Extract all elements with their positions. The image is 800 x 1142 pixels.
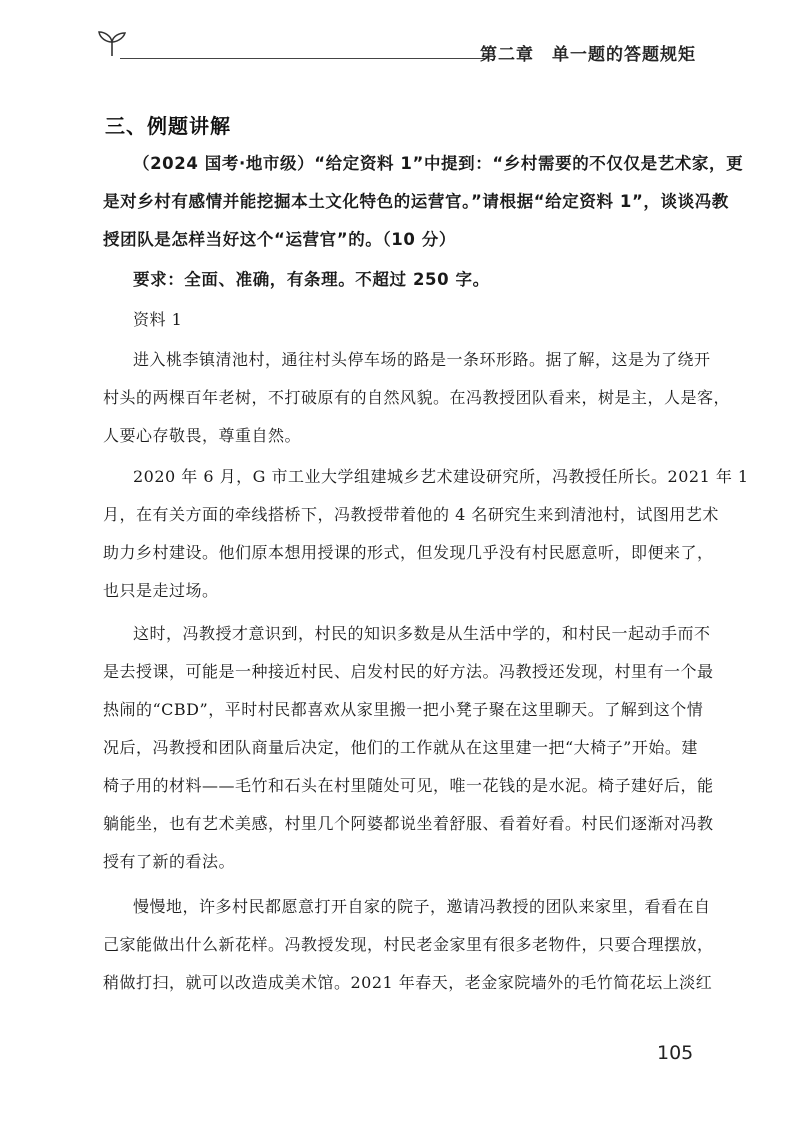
paragraph-line: 月，在有关方面的牵线搭桥下，冯教授带着他的 4 名研究生来到清池村，试图用艺术	[103, 505, 719, 524]
paragraph-line: 人要心存敬畏，尊重自然。	[103, 426, 302, 445]
paragraph-line: 2020 年 6 月，G 市工业大学组建城乡艺术建设研究所，冯教授任所长。2021 年 1	[133, 467, 749, 486]
paragraph-line: 稍做打扫，就可以改造成美术馆。2021 年春天，老金家院墙外的毛竹简花坛上淡红	[103, 973, 713, 992]
material-heading: 资料 1	[133, 310, 183, 329]
paragraph-line: 热闹的“CBD”，平时村民都喜欢从家里搬一把小凳子聚在这里聊天。了解到这个情	[103, 700, 704, 719]
paragraph-line: 这时，冯教授才意识到，村民的知识多数是从生活中学的，和村民一起动手而不	[133, 624, 711, 643]
requirement-paragraph	[103, 261, 693, 299]
sprout-icon	[96, 28, 128, 58]
paragraph-line: 况后，冯教授和团队商量后决定，他们的工作就从在这里建一把“大椅子”开始。建	[103, 738, 698, 757]
paragraph-line: 助力乡村建设。他们原本想用授课的形式，但发现几乎没有村民愿意听，即便来了，	[103, 543, 714, 562]
requirement-text: 要求：全面、准确，有条理。不超过 250 字。	[133, 270, 490, 289]
material-heading-block	[103, 301, 693, 339]
paragraph-line: 授有了新的看法。	[103, 852, 236, 871]
paragraph-line: 慢慢地，许多村民都愿意打开自家的院子，邀请冯教授的团队来家里，看看在自	[133, 897, 711, 916]
paragraph-line: 村头的两棵百年老树，不打破原有的自然风貌。在冯教授团队看来，树是主，人是客，	[103, 388, 731, 407]
material-paragraph	[103, 888, 714, 1002]
page-number: 105	[657, 1042, 694, 1064]
header-rule	[120, 58, 486, 59]
question-line: 是对乡村有感情并能挖掘本土文化特色的运营官。”请根据“给定资料 1”，谈谈冯教	[103, 192, 729, 211]
question-line: 授团队是怎样当好这个“运营官”的。（10 分）	[103, 230, 456, 249]
material-paragraph	[103, 615, 714, 881]
paragraph-line: 是去授课，可能是一种接近村民、启发村民的好方法。冯教授还发现，村里有一个最	[103, 662, 714, 681]
running-header	[96, 26, 696, 66]
paragraph-line: 己家能做出什么新花样。冯教授发现，村民老金家里有很多老物件，只要合理摆放，	[103, 935, 714, 954]
material-paragraph	[103, 458, 749, 610]
paragraph-line: 进入桃李镇清池村，通往村头停车场的路是一条环形路。据了解，这是为了绕开	[133, 350, 711, 369]
paragraph-line: 也只是走过场。	[103, 581, 219, 600]
paragraph-line: 躺能坐，也有艺术美感，村里几个阿婆都说坐着舒服、看着好看。村民们逐渐对冯教	[103, 814, 714, 833]
material-paragraph	[103, 341, 731, 455]
question-line: （2024 国考·地市级）“给定资料 1”中提到：“乡村需要的不仅仅是艺术家，更	[133, 154, 744, 173]
question-paragraph	[103, 145, 744, 259]
paragraph-line: 椅子用的材料——毛竹和石头在村里随处可见，唯一花钱的是水泥。椅子建好后，能	[103, 776, 714, 795]
chapter-title: 第二章 单一题的答题规矩	[480, 45, 696, 65]
section-title: 三、例题讲解	[105, 114, 231, 138]
